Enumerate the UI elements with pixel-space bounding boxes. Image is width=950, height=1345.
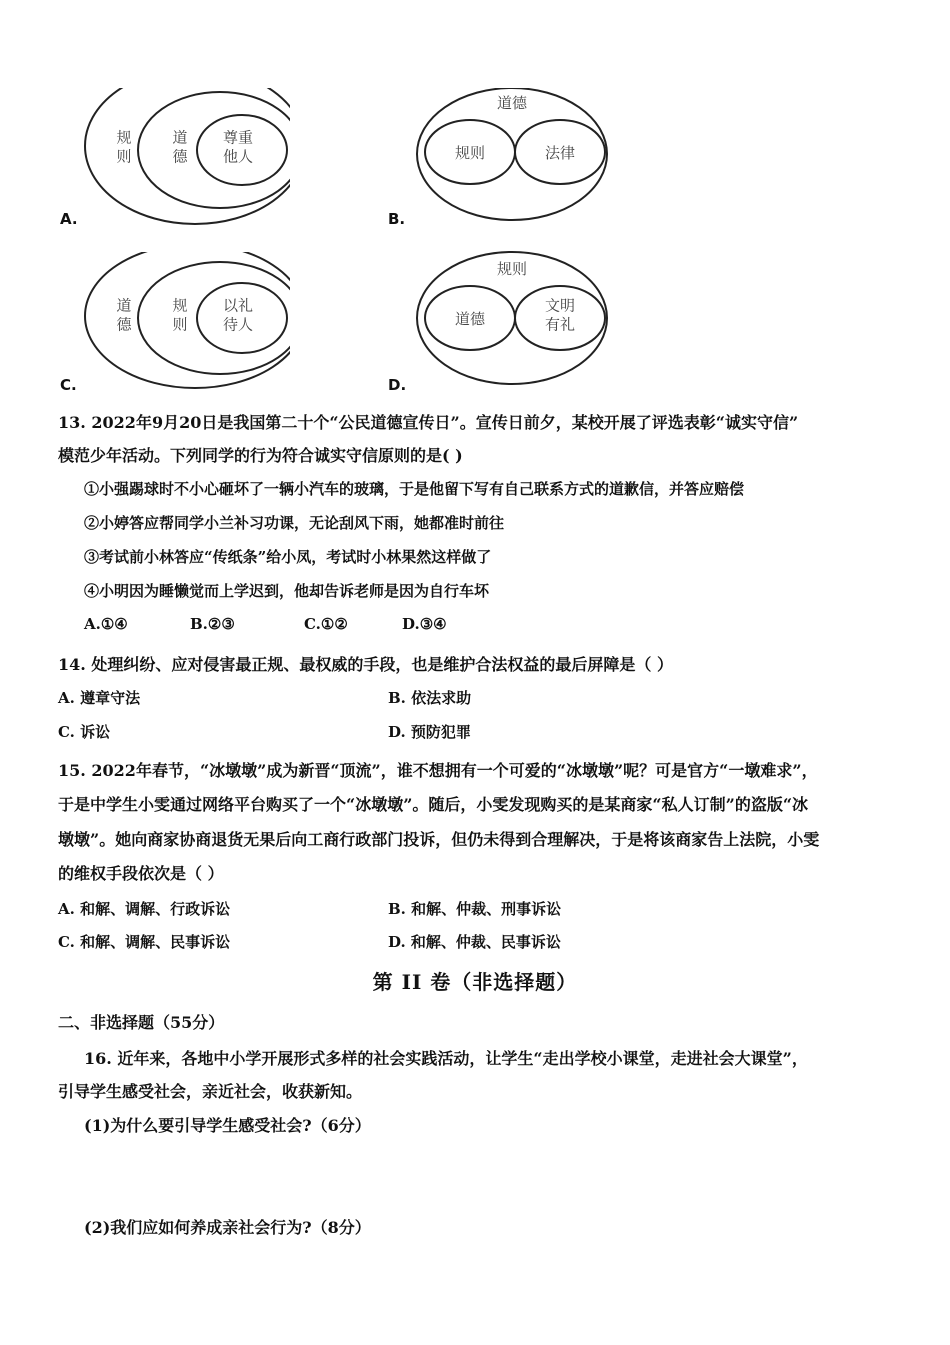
middle-ellipse [138, 92, 290, 208]
q15-option-d: D. 和解、仲裁、民事诉讼 [388, 933, 561, 951]
q13-option-b: B.②③ [190, 615, 235, 633]
option-a-label: A. [60, 210, 78, 228]
q15-option-c: C. 和解、调解、民事诉讼 [58, 933, 231, 951]
q14-option-d: D. 预防犯罪 [388, 723, 471, 741]
q15-stem-line3: 墩墩”。她向商家协商退货无果后向工商行政部门投诉，但仍未得到合理解决，于是将该商家告上法院，小雯 [58, 830, 820, 849]
q13-item-1: ①小强踢球时不小心砸坏了一辆小汽车的玻璃，于是他留下写有自己联系方式的道歉信，并答应赔偿 [84, 480, 745, 498]
q13-item-4: ④小明因为睡懒觉而上学迟到，他却告诉老师是因为自行车坏 [84, 582, 490, 600]
q15-stem-line4: 的维权手段依次是（ ） [58, 864, 224, 883]
q16-sub-question-2: (2)我们应如何养成亲社会行为?（8分） [84, 1218, 371, 1237]
option-c-label: C. [60, 376, 77, 394]
section-title: 第 II 卷（非选择题） [372, 970, 578, 994]
option-d-label: D. [388, 376, 407, 394]
part2-heading: 二、非选择题（55分） [58, 1013, 225, 1032]
q14-option-b: B. 依法求助 [388, 689, 472, 707]
q16-stem-line1: 16. 近年来，各地中小学开展形式多样的社会实践活动，让学生“走出学校小课堂，走进社会大课堂”， [84, 1049, 808, 1068]
q13-item-3: ③考试前小林答应“传纸条”给小凤，考试时小林果然这样做了 [84, 548, 492, 566]
middle-label: 规则 [172, 296, 188, 334]
middle-ellipse [138, 262, 290, 374]
right-label: 法律 [544, 144, 576, 162]
option-b-label: B. [388, 210, 406, 228]
outer-label: 道德 [496, 94, 528, 112]
q13-stem-line1: 13. 2022年9月20日是我国第二十个“公民道德宣传日”。宣传日前夕，某校开展了评选表彰“诚实守信” [58, 413, 799, 432]
q16-sub-question-1: (1)为什么要引导学生感受社会?（6分） [84, 1116, 371, 1135]
q14-option-a: A. 遵章守法 [58, 689, 141, 707]
q15-option-a: A. 和解、调解、行政诉讼 [58, 900, 231, 918]
left-label: 道德 [454, 310, 486, 328]
inner-label: 以礼待人 [222, 296, 254, 334]
q14-option-c: C. 诉讼 [58, 723, 111, 741]
q13-stem-line2: 模范少年活动。下列同学的行为符合诚实守信原则的是( ) [58, 446, 463, 465]
q15-stem-line1: 15. 2022年春节，“冰墩墩”成为新晋“顶流”，谁不想拥有一个可爱的“冰墩墩”呢？可是官方“一墩难求”， [58, 761, 818, 780]
diagram-option-c [80, 252, 290, 392]
left-label: 规则 [454, 144, 486, 162]
diagram-option-b [410, 88, 620, 228]
outer-label: 道德 [116, 296, 132, 334]
outer-label: 规则 [496, 260, 528, 278]
inner-label: 尊重他人 [222, 128, 254, 166]
q16-stem-line2: 引导学生感受社会，亲近社会，收获新知。 [58, 1082, 363, 1101]
q13-option-c: C.①② [304, 615, 348, 633]
q14-stem: 14. 处理纠纷、应对侵害最正规、最权威的手段，也是维护合法权益的最后屏障是（ ） [58, 655, 673, 674]
right-label: 文明有礼 [544, 296, 576, 334]
diagram-option-d [410, 250, 620, 390]
middle-label: 道德 [172, 128, 188, 166]
diagram-option-a [80, 88, 290, 228]
outer-label: 规则 [116, 128, 132, 166]
q15-option-b: B. 和解、仲裁、刑事诉讼 [388, 900, 562, 918]
q13-option-d: D.③④ [402, 615, 447, 633]
q13-option-a: A.①④ [84, 615, 128, 633]
q13-item-2: ②小婷答应帮同学小兰补习功课，无论刮风下雨，她都准时前往 [84, 514, 505, 532]
q15-stem-line2: 于是中学生小雯通过网络平台购买了一个“冰墩墩”。随后，小雯发现购买的是某商家“私人订制”的盗版“冰 [58, 795, 809, 814]
